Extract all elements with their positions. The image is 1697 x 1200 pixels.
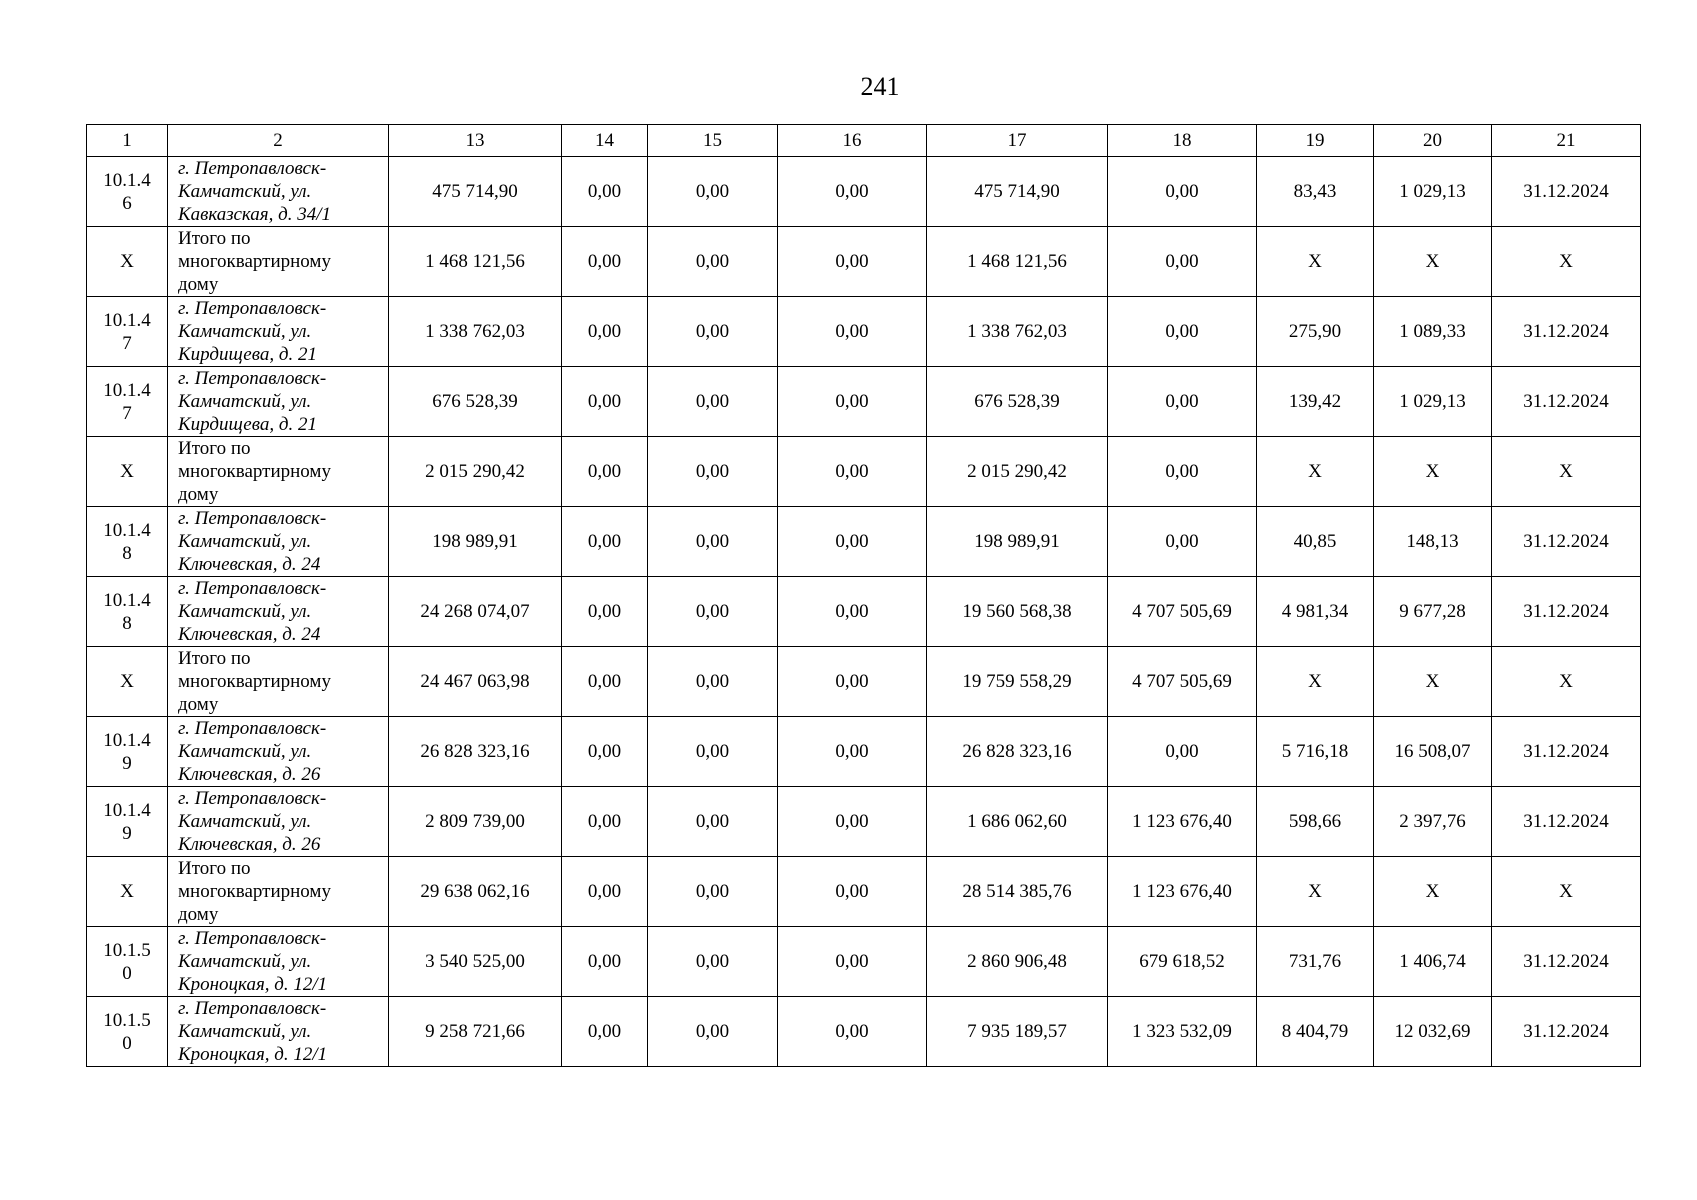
data-table xyxy=(86,124,1641,1067)
cell-col-17: 26 828 323,16 xyxy=(927,717,1108,787)
cell-col-14: 0,00 xyxy=(562,297,648,367)
cell-col-13: 1 468 121,56 xyxy=(389,227,562,297)
cell-col-18: 0,00 xyxy=(1108,297,1257,367)
cell-col-16: 0,00 xyxy=(778,367,927,437)
total-label-cell: Итого по многоквартирному дому xyxy=(168,437,389,507)
table-row xyxy=(87,997,1641,1067)
table-header-row xyxy=(87,125,1641,157)
cell-col-15: 0,00 xyxy=(648,507,778,577)
cell-col-18: 0,00 xyxy=(1108,227,1257,297)
address-cell: г. Петропавловск- Камчатский, ул. Ключевская, д. 26 xyxy=(168,717,389,787)
total-label-cell: Итого по многоквартирному дому xyxy=(168,857,389,927)
cell-col-17: 7 935 189,57 xyxy=(927,997,1108,1067)
cell-col-15: 0,00 xyxy=(648,367,778,437)
cell-col-16: 0,00 xyxy=(778,437,927,507)
cell-col-19: 731,76 xyxy=(1257,927,1374,997)
table-row xyxy=(87,157,1641,227)
cell-col-15: 0,00 xyxy=(648,857,778,927)
cell-col-16: 0,00 xyxy=(778,927,927,997)
cell-col-15: 0,00 xyxy=(648,437,778,507)
address-cell: г. Петропавловск- Камчатский, ул. Ключевская, д. 26 xyxy=(168,787,389,857)
column-header-20: 20 xyxy=(1374,125,1492,157)
table-row xyxy=(87,927,1641,997)
cell-col-20: 12 032,69 xyxy=(1374,997,1492,1067)
cell-col-19: 5 716,18 xyxy=(1257,717,1374,787)
cell-col-18: 0,00 xyxy=(1108,367,1257,437)
cell-col-13: 3 540 525,00 xyxy=(389,927,562,997)
cell-col-20: X xyxy=(1374,647,1492,717)
cell-col-17: 1 686 062,60 xyxy=(927,787,1108,857)
table-row-total xyxy=(87,437,1641,507)
table-row-total xyxy=(87,647,1641,717)
cell-col-19: 139,42 xyxy=(1257,367,1374,437)
cell-col-15: 0,00 xyxy=(648,787,778,857)
row-number-cell: X xyxy=(87,227,168,297)
cell-col-19: X xyxy=(1257,437,1374,507)
cell-col-21: 31.12.2024 xyxy=(1492,927,1641,997)
row-number-cell: 10.1.4 7 xyxy=(87,297,168,367)
cell-col-16: 0,00 xyxy=(778,297,927,367)
column-header-16: 16 xyxy=(778,125,927,157)
row-number-cell: X xyxy=(87,647,168,717)
row-number-cell: 10.1.4 9 xyxy=(87,787,168,857)
row-number-cell: 10.1.4 7 xyxy=(87,367,168,437)
cell-col-16: 0,00 xyxy=(778,857,927,927)
cell-col-21: 31.12.2024 xyxy=(1492,717,1641,787)
cell-col-20: 2 397,76 xyxy=(1374,787,1492,857)
cell-col-13: 2 809 739,00 xyxy=(389,787,562,857)
row-number-cell: X xyxy=(87,437,168,507)
cell-col-17: 475 714,90 xyxy=(927,157,1108,227)
cell-col-19: 598,66 xyxy=(1257,787,1374,857)
cell-col-13: 24 268 074,07 xyxy=(389,577,562,647)
row-number-cell: 10.1.4 6 xyxy=(87,157,168,227)
row-number-cell: 10.1.5 0 xyxy=(87,927,168,997)
table-row-total xyxy=(87,227,1641,297)
table-row xyxy=(87,717,1641,787)
cell-col-18: 1 323 532,09 xyxy=(1108,997,1257,1067)
cell-col-14: 0,00 xyxy=(562,507,648,577)
cell-col-18: 679 618,52 xyxy=(1108,927,1257,997)
cell-col-19: X xyxy=(1257,227,1374,297)
row-number-cell: X xyxy=(87,857,168,927)
cell-col-17: 1 338 762,03 xyxy=(927,297,1108,367)
table-row xyxy=(87,507,1641,577)
table-row xyxy=(87,787,1641,857)
column-header-14: 14 xyxy=(562,125,648,157)
cell-col-21: X xyxy=(1492,227,1641,297)
address-cell: г. Петропавловск- Камчатский, ул. Кирдищева, д. 21 xyxy=(168,297,389,367)
cell-col-15: 0,00 xyxy=(648,157,778,227)
table-row-total xyxy=(87,857,1641,927)
cell-col-14: 0,00 xyxy=(562,857,648,927)
cell-col-13: 9 258 721,66 xyxy=(389,997,562,1067)
cell-col-18: 0,00 xyxy=(1108,507,1257,577)
address-cell: г. Петропавловск- Камчатский, ул. Ключевская, д. 24 xyxy=(168,507,389,577)
cell-col-21: 31.12.2024 xyxy=(1492,297,1641,367)
cell-col-14: 0,00 xyxy=(562,157,648,227)
page-number: 241 xyxy=(860,72,900,101)
cell-col-17: 19 560 568,38 xyxy=(927,577,1108,647)
cell-col-20: 1 089,33 xyxy=(1374,297,1492,367)
cell-col-18: 4 707 505,69 xyxy=(1108,647,1257,717)
cell-col-16: 0,00 xyxy=(778,227,927,297)
cell-col-20: 1 406,74 xyxy=(1374,927,1492,997)
cell-col-14: 0,00 xyxy=(562,437,648,507)
address-cell: г. Петропавловск- Камчатский, ул. Кроноцкая, д. 12/1 xyxy=(168,927,389,997)
cell-col-21: X xyxy=(1492,857,1641,927)
total-label-cell: Итого по многоквартирному дому xyxy=(168,647,389,717)
cell-col-17: 19 759 558,29 xyxy=(927,647,1108,717)
cell-col-16: 0,00 xyxy=(778,717,927,787)
cell-col-17: 676 528,39 xyxy=(927,367,1108,437)
cell-col-19: 83,43 xyxy=(1257,157,1374,227)
table-row xyxy=(87,297,1641,367)
cell-col-19: 40,85 xyxy=(1257,507,1374,577)
cell-col-19: 8 404,79 xyxy=(1257,997,1374,1067)
cell-col-18: 0,00 xyxy=(1108,157,1257,227)
cell-col-20: X xyxy=(1374,227,1492,297)
cell-col-16: 0,00 xyxy=(778,647,927,717)
cell-col-13: 24 467 063,98 xyxy=(389,647,562,717)
column-header-18: 18 xyxy=(1108,125,1257,157)
table-row xyxy=(87,577,1641,647)
cell-col-19: 275,90 xyxy=(1257,297,1374,367)
cell-col-14: 0,00 xyxy=(562,717,648,787)
cell-col-13: 1 338 762,03 xyxy=(389,297,562,367)
cell-col-15: 0,00 xyxy=(648,927,778,997)
address-cell: г. Петропавловск- Камчатский, ул. Ключевская, д. 24 xyxy=(168,577,389,647)
cell-col-13: 29 638 062,16 xyxy=(389,857,562,927)
row-number-cell: 10.1.4 9 xyxy=(87,717,168,787)
cell-col-19: X xyxy=(1257,857,1374,927)
cell-col-15: 0,00 xyxy=(648,997,778,1067)
cell-col-13: 676 528,39 xyxy=(389,367,562,437)
cell-col-14: 0,00 xyxy=(562,787,648,857)
cell-col-16: 0,00 xyxy=(778,507,927,577)
column-header-17: 17 xyxy=(927,125,1108,157)
cell-col-20: X xyxy=(1374,857,1492,927)
column-header-21: 21 xyxy=(1492,125,1641,157)
cell-col-15: 0,00 xyxy=(648,717,778,787)
cell-col-18: 1 123 676,40 xyxy=(1108,787,1257,857)
cell-col-21: 31.12.2024 xyxy=(1492,787,1641,857)
cell-col-16: 0,00 xyxy=(778,787,927,857)
cell-col-14: 0,00 xyxy=(562,577,648,647)
cell-col-21: 31.12.2024 xyxy=(1492,157,1641,227)
cell-col-16: 0,00 xyxy=(778,577,927,647)
cell-col-18: 4 707 505,69 xyxy=(1108,577,1257,647)
cell-col-21: 31.12.2024 xyxy=(1492,367,1641,437)
row-number-cell: 10.1.4 8 xyxy=(87,577,168,647)
cell-col-20: X xyxy=(1374,437,1492,507)
column-header-15: 15 xyxy=(648,125,778,157)
address-cell: г. Петропавловск- Камчатский, ул. Кирдищева, д. 21 xyxy=(168,367,389,437)
cell-col-17: 198 989,91 xyxy=(927,507,1108,577)
address-cell: г. Петропавловск- Камчатский, ул. Кроноцкая, д. 12/1 xyxy=(168,997,389,1067)
cell-col-20: 148,13 xyxy=(1374,507,1492,577)
cell-col-17: 1 468 121,56 xyxy=(927,227,1108,297)
cell-col-15: 0,00 xyxy=(648,297,778,367)
cell-col-18: 1 123 676,40 xyxy=(1108,857,1257,927)
cell-col-21: X xyxy=(1492,437,1641,507)
cell-col-20: 9 677,28 xyxy=(1374,577,1492,647)
cell-col-15: 0,00 xyxy=(648,647,778,717)
cell-col-14: 0,00 xyxy=(562,997,648,1067)
address-cell: г. Петропавловск- Камчатский, ул. Кавказская, д. 34/1 xyxy=(168,157,389,227)
cell-col-21: 31.12.2024 xyxy=(1492,997,1641,1067)
cell-col-21: 31.12.2024 xyxy=(1492,507,1641,577)
cell-col-19: X xyxy=(1257,647,1374,717)
cell-col-16: 0,00 xyxy=(778,157,927,227)
cell-col-14: 0,00 xyxy=(562,367,648,437)
cell-col-13: 26 828 323,16 xyxy=(389,717,562,787)
table-row xyxy=(87,367,1641,437)
column-header-1: 1 xyxy=(87,125,168,157)
cell-col-17: 28 514 385,76 xyxy=(927,857,1108,927)
column-header-2: 2 xyxy=(168,125,389,157)
total-label-cell: Итого по многоквартирному дому xyxy=(168,227,389,297)
cell-col-21: 31.12.2024 xyxy=(1492,577,1641,647)
cell-col-14: 0,00 xyxy=(562,227,648,297)
cell-col-20: 16 508,07 xyxy=(1374,717,1492,787)
cell-col-20: 1 029,13 xyxy=(1374,367,1492,437)
cell-col-14: 0,00 xyxy=(562,927,648,997)
column-header-13: 13 xyxy=(389,125,562,157)
table-body xyxy=(87,157,1641,1067)
cell-col-18: 0,00 xyxy=(1108,437,1257,507)
cell-col-13: 198 989,91 xyxy=(389,507,562,577)
cell-col-20: 1 029,13 xyxy=(1374,157,1492,227)
cell-col-19: 4 981,34 xyxy=(1257,577,1374,647)
cell-col-21: X xyxy=(1492,647,1641,717)
cell-col-16: 0,00 xyxy=(778,997,927,1067)
cell-col-15: 0,00 xyxy=(648,577,778,647)
cell-col-18: 0,00 xyxy=(1108,717,1257,787)
row-number-cell: 10.1.5 0 xyxy=(87,997,168,1067)
cell-col-13: 2 015 290,42 xyxy=(389,437,562,507)
cell-col-17: 2 015 290,42 xyxy=(927,437,1108,507)
column-header-19: 19 xyxy=(1257,125,1374,157)
cell-col-14: 0,00 xyxy=(562,647,648,717)
cell-col-17: 2 860 906,48 xyxy=(927,927,1108,997)
cell-col-15: 0,00 xyxy=(648,227,778,297)
row-number-cell: 10.1.4 8 xyxy=(87,507,168,577)
cell-col-13: 475 714,90 xyxy=(389,157,562,227)
